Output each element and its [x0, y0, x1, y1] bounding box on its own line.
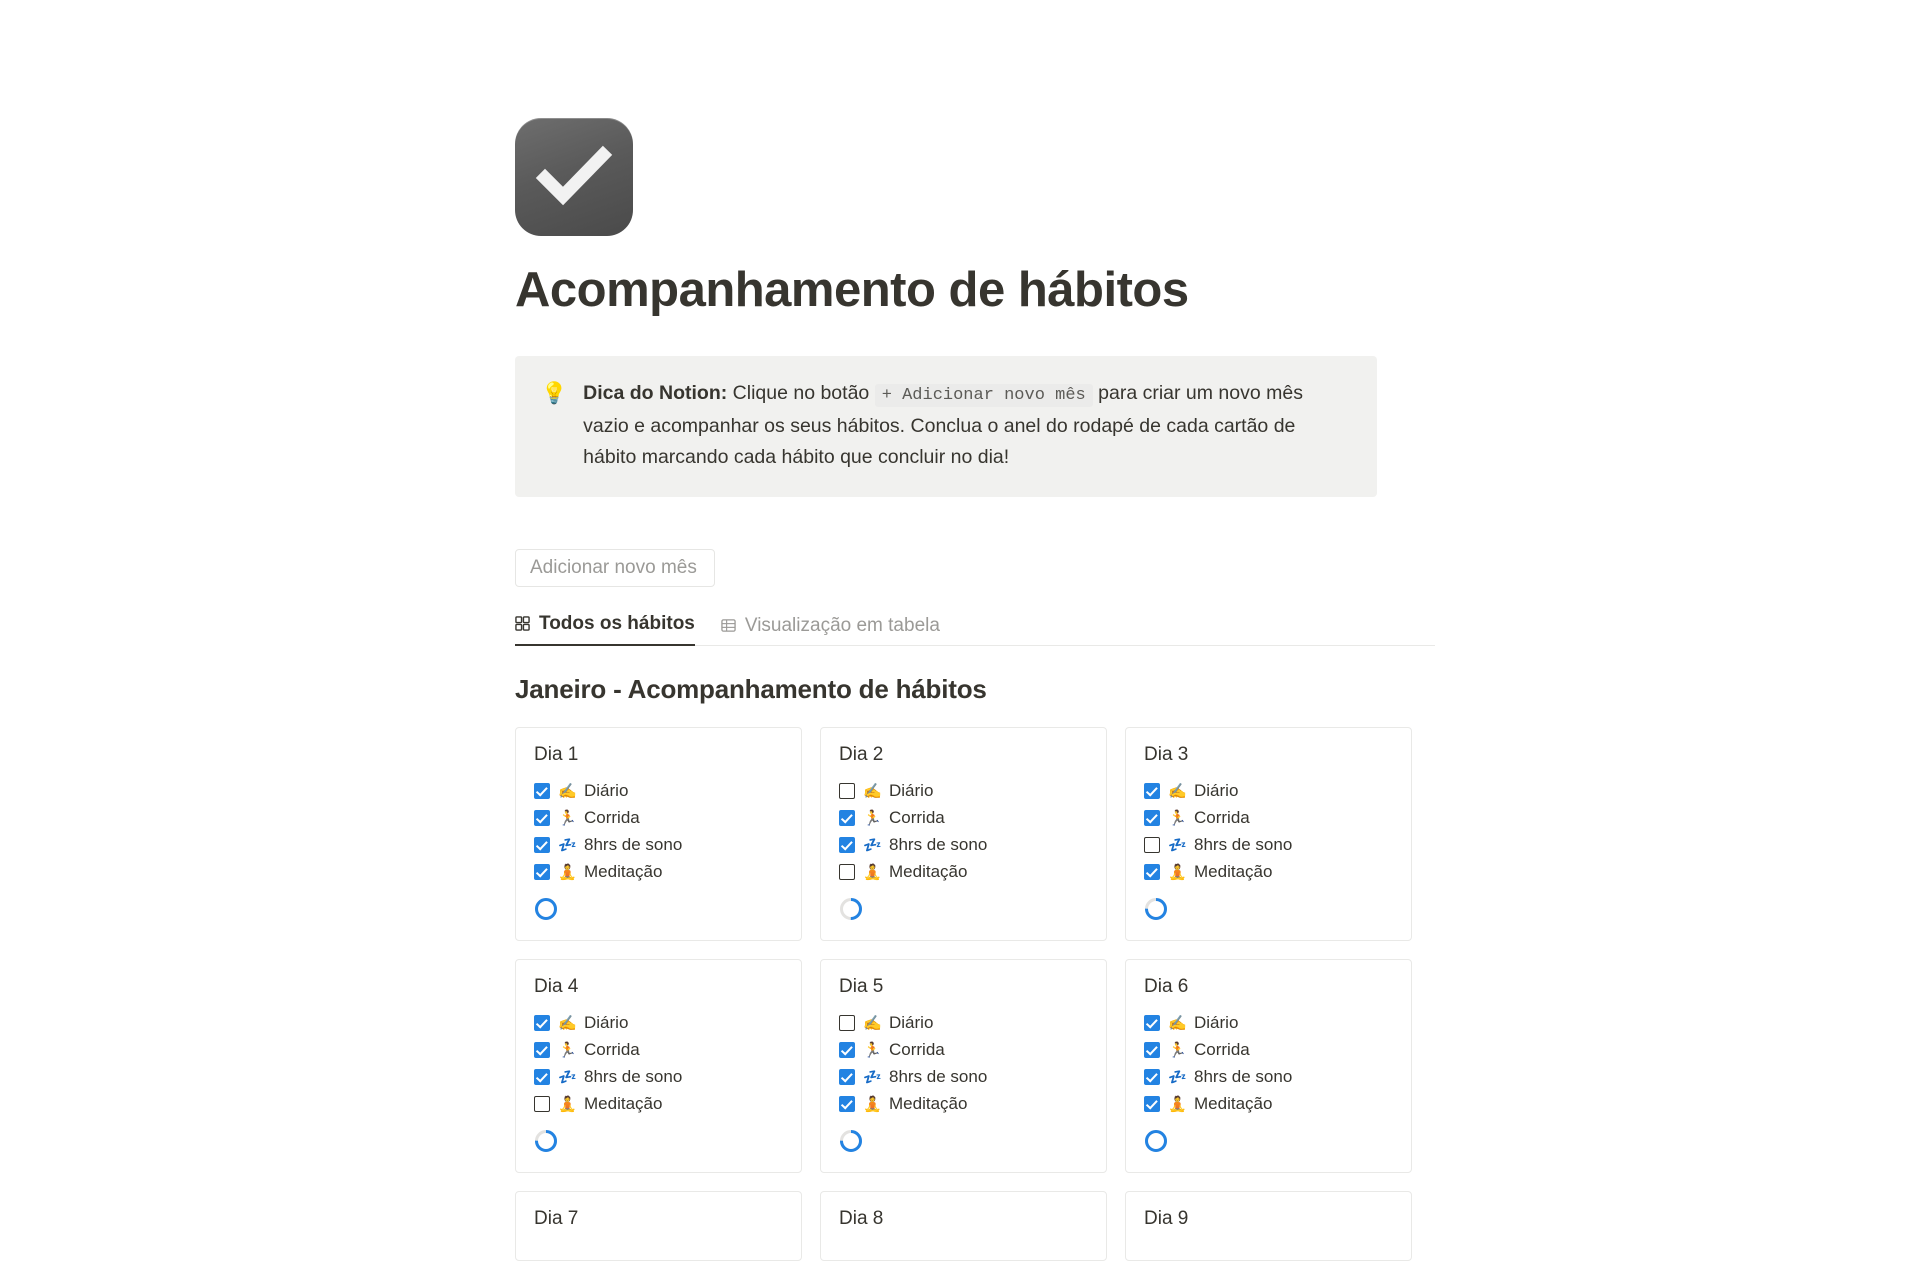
habit-progress-ring	[534, 897, 558, 921]
add-new-month-button[interactable]	[515, 549, 715, 587]
habit-progress-ring-wrap	[534, 1128, 783, 1154]
habit-checkbox-meditacao[interactable]	[839, 1096, 855, 1112]
habit-checkbox-corrida[interactable]	[534, 1042, 550, 1058]
habit-label-corrida: Corrida	[1194, 808, 1250, 828]
habit-card-title: Dia 7	[534, 1207, 579, 1229]
meditacao-emoji-icon: 🧘	[1168, 864, 1187, 882]
habit-label-sono: 8hrs de sono	[1194, 835, 1293, 855]
habit-label-meditacao: Meditação	[584, 862, 663, 882]
page-content	[515, 0, 1435, 1261]
habit-checkbox-diario[interactable]	[1144, 783, 1160, 799]
corrida-emoji-icon: 🏃	[863, 810, 882, 828]
habit-label-corrida: Corrida	[889, 808, 945, 828]
page-title: Acompanhamento de hábitos	[515, 263, 1189, 317]
habit-label-diario: Diário	[584, 781, 629, 801]
habit-label-diario: Diário	[1194, 1013, 1239, 1033]
corrida-emoji-icon: 🏃	[558, 810, 577, 828]
habit-row	[1144, 1010, 1393, 1037]
habit-checkbox-diario[interactable]	[1144, 1015, 1160, 1031]
habit-card-title: Dia 2	[839, 743, 884, 765]
inline-code-add-month: + Adicionar novo mês	[875, 384, 1093, 407]
view-tabs	[515, 607, 1435, 646]
habit-checkbox-sono[interactable]	[534, 837, 550, 853]
habit-checkbox-meditacao[interactable]	[839, 864, 855, 880]
habit-row	[1144, 1037, 1393, 1064]
habit-progress-ring-wrap	[839, 1128, 1088, 1154]
habit-card-title: Dia 1	[534, 743, 579, 765]
habit-row	[1144, 778, 1393, 805]
habit-label-corrida: Corrida	[584, 1040, 640, 1060]
habit-row	[534, 1010, 783, 1037]
habit-row	[839, 1010, 1088, 1037]
sono-emoji-icon: 💤	[1168, 1069, 1187, 1087]
habit-checkbox-sono[interactable]	[1144, 837, 1160, 853]
habit-row	[534, 832, 783, 859]
habit-row	[839, 805, 1088, 832]
habit-checkbox-sono[interactable]	[839, 1069, 855, 1085]
habit-checkbox-meditacao[interactable]	[1144, 1096, 1160, 1112]
diario-emoji-icon: ✍️	[863, 783, 882, 801]
habit-label-diario: Diário	[889, 1013, 934, 1033]
habit-card-title: Dia 5	[839, 975, 884, 997]
habit-checkbox-meditacao[interactable]	[534, 1096, 550, 1112]
habit-checkbox-corrida[interactable]	[1144, 1042, 1160, 1058]
habit-progress-ring	[839, 1129, 863, 1153]
habit-row	[1144, 859, 1393, 886]
meditacao-emoji-icon: 🧘	[558, 1096, 577, 1114]
habit-progress-ring-wrap	[839, 896, 1088, 922]
habit-checkbox-sono[interactable]	[534, 1069, 550, 1085]
diario-emoji-icon: ✍️	[1168, 783, 1187, 801]
habit-card[interactable]	[820, 727, 1107, 941]
corrida-emoji-icon: 🏃	[1168, 1042, 1187, 1060]
habit-checkbox-diario[interactable]	[534, 783, 550, 799]
habit-card[interactable]	[515, 1191, 802, 1261]
habit-label-sono: 8hrs de sono	[1194, 1067, 1293, 1087]
corrida-emoji-icon: 🏃	[1168, 810, 1187, 828]
checkmark-app-icon	[515, 118, 633, 236]
diario-emoji-icon: ✍️	[558, 1015, 577, 1033]
habit-row	[534, 778, 783, 805]
tab-all-habits-label: Todos os hábitos	[539, 612, 695, 634]
habit-checkbox-corrida[interactable]	[534, 810, 550, 826]
callout-text	[583, 378, 1351, 473]
sono-emoji-icon: 💤	[558, 837, 577, 855]
add-new-month-label: Adicionar novo mês	[530, 556, 697, 578]
section-title: Janeiro - Acompanhamento de hábitos	[515, 673, 987, 704]
habit-card[interactable]	[1125, 959, 1412, 1173]
habit-row	[839, 859, 1088, 886]
tab-all-habits[interactable]	[515, 613, 695, 646]
habit-checkbox-sono[interactable]	[1144, 1069, 1160, 1085]
habit-card-title: Dia 9	[1144, 1207, 1189, 1229]
habit-row	[839, 1091, 1088, 1118]
diario-emoji-icon: ✍️	[1168, 1015, 1187, 1033]
habit-cards-grid	[515, 727, 1435, 1261]
habit-row	[534, 859, 783, 886]
habit-label-diario: Diário	[889, 781, 934, 801]
habit-row	[1144, 1064, 1393, 1091]
habit-label-corrida: Corrida	[889, 1040, 945, 1060]
meditacao-emoji-icon: 🧘	[863, 864, 882, 882]
table-view-icon	[721, 618, 736, 633]
habit-card-title: Dia 8	[839, 1207, 884, 1229]
habit-row	[839, 1037, 1088, 1064]
habit-label-sono: 8hrs de sono	[584, 835, 683, 855]
habit-row	[839, 832, 1088, 859]
habit-label-meditacao: Meditação	[889, 1094, 968, 1114]
habit-checkbox-corrida[interactable]	[839, 810, 855, 826]
habit-progress-ring	[839, 897, 863, 921]
sono-emoji-icon: 💤	[1168, 837, 1187, 855]
habit-progress-ring	[534, 1129, 558, 1153]
habit-label-sono: 8hrs de sono	[889, 835, 988, 855]
habit-progress-ring-wrap	[1144, 1128, 1393, 1154]
habit-card[interactable]	[515, 727, 802, 941]
diario-emoji-icon: ✍️	[558, 783, 577, 801]
habit-label-meditacao: Meditação	[889, 862, 968, 882]
habit-checkbox-corrida[interactable]	[839, 1042, 855, 1058]
habit-row	[534, 1037, 783, 1064]
habit-progress-ring	[1144, 897, 1168, 921]
habit-row	[1144, 1091, 1393, 1118]
habit-row	[839, 778, 1088, 805]
habit-label-corrida: Corrida	[584, 808, 640, 828]
gallery-view-icon	[515, 616, 530, 631]
habit-label-diario: Diário	[1194, 781, 1239, 801]
tab-table-view[interactable]	[721, 615, 940, 646]
habit-card[interactable]	[515, 959, 802, 1173]
habit-label-sono: 8hrs de sono	[889, 1067, 988, 1087]
habit-label-sono: 8hrs de sono	[584, 1067, 683, 1087]
habit-card[interactable]	[820, 959, 1107, 1173]
habit-row	[1144, 832, 1393, 859]
habit-checkbox-diario[interactable]	[839, 783, 855, 799]
habit-card[interactable]	[1125, 727, 1412, 941]
habit-row	[1144, 805, 1393, 832]
meditacao-emoji-icon: 🧘	[558, 864, 577, 882]
habit-row	[534, 1091, 783, 1118]
habit-card[interactable]	[820, 1191, 1107, 1261]
meditacao-emoji-icon: 🧘	[863, 1096, 882, 1114]
habit-checkbox-sono[interactable]	[839, 837, 855, 853]
callout-lead: Dica do Notion:	[583, 381, 728, 404]
callout-text-after: para criar um novo mês vazio e acompanhar os seus hábitos. Conclua o anel do rodapé de cada cartão de hábito marcando cada hábito que concluir no dia!	[583, 381, 1303, 468]
habit-card-title: Dia 6	[1144, 975, 1189, 997]
corrida-emoji-icon: 🏃	[863, 1042, 882, 1060]
habit-checkbox-meditacao[interactable]	[534, 864, 550, 880]
habit-label-corrida: Corrida	[1194, 1040, 1250, 1060]
habit-checkbox-meditacao[interactable]	[1144, 864, 1160, 880]
notion-tip-callout	[515, 356, 1377, 497]
habit-label-diario: Diário	[584, 1013, 629, 1033]
habit-progress-ring-wrap	[534, 896, 783, 922]
habit-row	[839, 1064, 1088, 1091]
habit-checkbox-diario[interactable]	[534, 1015, 550, 1031]
habit-row	[534, 805, 783, 832]
callout-text-before: Clique no botão	[727, 381, 875, 404]
habit-card[interactable]	[1125, 1191, 1412, 1261]
habit-progress-ring-wrap	[1144, 896, 1393, 922]
habit-label-meditacao: Meditação	[1194, 1094, 1273, 1114]
habit-row	[534, 1064, 783, 1091]
habit-checkbox-corrida[interactable]	[1144, 810, 1160, 826]
habit-checkbox-diario[interactable]	[839, 1015, 855, 1031]
habit-label-meditacao: Meditação	[584, 1094, 663, 1114]
corrida-emoji-icon: 🏃	[558, 1042, 577, 1060]
sono-emoji-icon: 💤	[863, 1069, 882, 1087]
diario-emoji-icon: ✍️	[863, 1015, 882, 1033]
habit-progress-ring	[1144, 1129, 1168, 1153]
sono-emoji-icon: 💤	[863, 837, 882, 855]
habit-label-meditacao: Meditação	[1194, 862, 1273, 882]
habit-card-title: Dia 4	[534, 975, 579, 997]
habit-card-title: Dia 3	[1144, 743, 1189, 765]
tab-table-view-label: Visualização em tabela	[744, 614, 940, 636]
sono-emoji-icon: 💤	[558, 1069, 577, 1087]
lightbulb-icon: 💡	[541, 381, 568, 405]
meditacao-emoji-icon: 🧘	[1168, 1096, 1187, 1114]
